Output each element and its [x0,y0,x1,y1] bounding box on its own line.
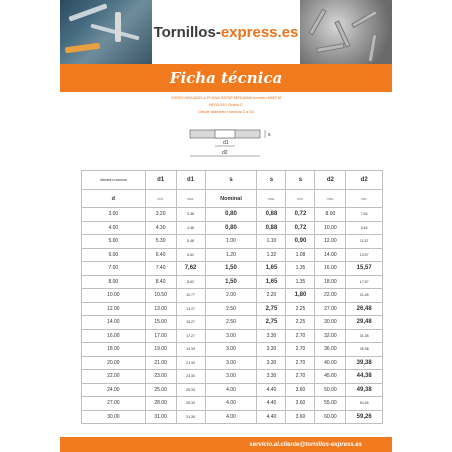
title-band [60,64,392,92]
table-cell: 3.00 [205,343,257,357]
table-cell: 2.20 [257,289,286,303]
table-cell: 0,90 [286,235,315,249]
table-cell: 8.00 [315,208,346,222]
table-cell: 2.70 [286,329,315,343]
table-cell: 14.00 [315,248,346,262]
table-cell: 31.39 [176,410,205,424]
table-row [82,235,383,249]
table-cell: 39,38 [346,356,383,370]
subheader-cell: max. [315,190,346,208]
table-cell: 4.00 [205,383,257,397]
table-cell: 3.00 [205,329,257,343]
table-cell: 32.00 [315,329,346,343]
table-cell: 7,62 [176,262,205,276]
table-cell: 4.00 [205,397,257,411]
table-cell: 3.38 [176,208,205,222]
table-cell: 0,72 [286,221,315,235]
table-cell: 3.60 [286,410,315,424]
table-cell: 1.35 [286,262,315,276]
table-cell: 1,50 [205,262,257,276]
header-cell: s [257,171,286,190]
table-cell: 2,75 [257,302,286,316]
table-cell: 8.62 [176,275,205,289]
table-cell: 5.00 [82,235,146,249]
table-cell: 4.30 [145,221,176,235]
table-cell: 10.00 [315,221,346,235]
table-row [82,343,383,357]
header-cell: d1 [176,171,205,190]
table-cell: 1,65 [257,275,286,289]
table-cell: 45.00 [315,370,346,384]
table-cell: 22.00 [82,370,146,384]
table-cell: 10.50 [145,289,176,303]
table-cell: 2.00 [205,289,257,303]
table-row [82,356,383,370]
table-cell: 15,57 [346,262,383,276]
table-cell: 10.77 [176,289,205,303]
table-cell: 15.00 [145,316,176,330]
table-cell: 59,26 [346,410,383,424]
table-cell: 16.00 [82,329,146,343]
table-row [82,397,383,411]
table-cell: 3.00 [82,208,146,222]
table-cell: 54.26 [346,397,383,411]
table-cell: 7.64 [346,208,383,222]
table-cell: 40.00 [315,356,346,370]
table-cell: 17.57 [346,275,383,289]
table-cell: 0,88 [257,208,286,222]
subheader-cell: max. [257,190,286,208]
diagram-label-d2: d2 [222,150,228,156]
header-cell: diametro nominal [82,171,146,190]
table-cell: 0,72 [286,208,315,222]
table-cell: 9.64 [346,221,383,235]
table-cell: 8.00 [82,275,146,289]
table-cell: 44,38 [346,370,383,384]
table-cell: 17.00 [145,329,176,343]
table-cell: 4.40 [257,410,286,424]
table-cell: 12.00 [82,302,146,316]
spec-line-3: Desde diámetro nominal 3 a 52 [198,109,254,114]
table-cell: 1,50 [205,275,257,289]
tools-photo [60,0,152,64]
table-cell: 24.00 [82,383,146,397]
table-cell: 1.10 [257,235,286,249]
table-cell: 22.00 [315,289,346,303]
table-cell: 4.00 [82,221,146,235]
product-spec [60,94,392,115]
table-cell: 6.40 [145,248,176,262]
table-cell: 23.33 [176,370,205,384]
table-cell: 1.20 [205,248,257,262]
table-cell: 31.00 [145,410,176,424]
table-cell: 16.00 [315,262,346,276]
header-cell: d2 [315,171,346,190]
table-cell: 1.35 [286,275,315,289]
table-cell: 19.33 [176,343,205,357]
spec-line-2: NF03-510 Grado C [208,102,243,107]
table-cell: 2.70 [286,356,315,370]
table-cell: 20.00 [82,356,146,370]
table-cell: 2.70 [286,370,315,384]
table-cell: 2.70 [286,343,315,357]
header-cell: d2 [346,171,383,190]
table-cell: 0,80 [205,208,257,222]
subheader-cell: min. [286,190,315,208]
table-cell: 13.57 [346,248,383,262]
table-row [82,248,383,262]
table-cell: 2,75 [257,316,286,330]
table-cell: 12.00 [315,235,346,249]
table-cell: 8.40 [145,275,176,289]
table-row [82,289,383,303]
table-row [82,208,383,222]
diagram-label-d1: d1 [223,140,229,146]
table-cell: 5.30 [145,235,176,249]
table-row [82,221,383,235]
table-cell: 31.38 [346,329,383,343]
table-cell: 3.20 [145,208,176,222]
table-cell: 4.48 [176,221,205,235]
table-cell: 49,38 [346,383,383,397]
table-cell: 36.00 [315,343,346,357]
table-cell: 26,48 [346,302,383,316]
subheader-cell: max. [176,190,205,208]
logo-main-text: Tornillos- [153,23,221,41]
subheader-cell: d [82,190,146,208]
table-row [82,383,383,397]
logo-accent-text: express.es [220,23,299,41]
table-cell: 19.00 [145,343,176,357]
table-cell: 2.50 [205,302,257,316]
table-cell: 2.25 [286,302,315,316]
table-cell: 13.27 [176,302,205,316]
table-cell: 4.40 [257,397,286,411]
table-cell: 60.00 [315,410,346,424]
table-cell: 27.00 [82,397,146,411]
table-cell: 3.60 [286,397,315,411]
table-cell: 30.00 [82,410,146,424]
table-cell: 14.00 [82,316,146,330]
table-cell: 1.00 [205,235,257,249]
table-row [82,302,383,316]
table-cell: 28.00 [145,397,176,411]
table-cell: 4.40 [257,383,286,397]
table-cell: 11.57 [346,235,383,249]
table-cell: 21.48 [346,289,383,303]
table-cell: 2.25 [286,316,315,330]
header-cell: s [205,171,257,190]
table-cell: 55.00 [315,397,346,411]
table-cell: 6.62 [176,248,205,262]
table-cell: 4.00 [205,410,257,424]
table-cell: 35.38 [346,343,383,357]
subheader-cell: Nominal [205,190,257,208]
table-cell: 23.00 [145,370,176,384]
table-row [82,329,383,343]
subheader-cell: min. [145,190,176,208]
table-cell: 18.00 [82,343,146,357]
table-cell: 0,80 [205,221,257,235]
table-cell: 2.50 [205,316,257,330]
table-cell: 3.30 [257,370,286,384]
table-cell: 6.00 [82,248,146,262]
table-cell: 28.33 [176,397,205,411]
brand-logo [152,0,300,64]
washer-diagram [170,124,290,164]
table-cell: 18.00 [315,275,346,289]
table-cell: 25.00 [145,383,176,397]
table-cell: 25.33 [176,383,205,397]
table-row [82,275,383,289]
table-cell: 27.00 [315,302,346,316]
table-cell: 3.00 [205,356,257,370]
spec-line-1: VSR03 ARANDELA PLANA SERIE MEDIANA formato 6080 M [170,95,282,100]
subheader-cell: min. [346,190,383,208]
header-cell: s [286,171,315,190]
table-cell: 50.00 [315,383,346,397]
table-cell: 30.00 [315,316,346,330]
table-cell: 29,48 [346,316,383,330]
table-cell: 1,80 [286,289,315,303]
table-cell: 13.00 [145,302,176,316]
header-banner [60,0,392,64]
table-cell: 1,65 [257,262,286,276]
table-row [82,410,383,424]
table-cell: 7.40 [145,262,176,276]
technical-sheet [60,0,392,452]
sheet-title: Ficha técnica [169,69,283,87]
table-row [82,370,383,384]
table-cell: 3.60 [286,383,315,397]
header-cell: d1 [145,171,176,190]
table-cell: 5.48 [176,235,205,249]
table-row [82,316,383,330]
table-cell: 3.00 [205,370,257,384]
table-cell: 10.00 [82,289,146,303]
table-cell: 7.00 [82,262,146,276]
table-row [82,262,383,276]
screws-photo [300,0,392,64]
table-cell: 0,88 [257,221,286,235]
table-cell: 21.00 [145,356,176,370]
table-cell: 3.30 [257,356,286,370]
table-cell: 17.27 [176,329,205,343]
dimensions-table [81,170,383,424]
table-cell: 21.33 [176,356,205,370]
table-cell: 1.32 [257,248,286,262]
contact-email[interactable]: servicio.al.cliente@tornillos-express.es [249,441,362,448]
table-cell: 1.08 [286,248,315,262]
diagram-label-s: s [268,132,271,138]
table-cell: 3.30 [257,329,286,343]
footer-band [60,437,392,452]
table-cell: 3.30 [257,343,286,357]
table-cell: 15.27 [176,316,205,330]
